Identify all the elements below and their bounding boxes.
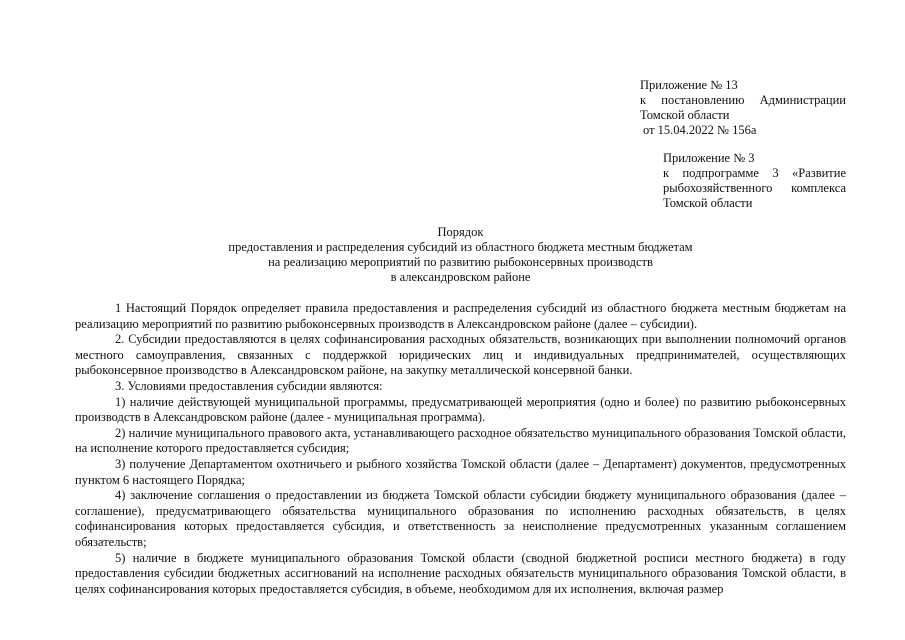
paragraph: 2) наличие муниципального правового акта, устанавливающего расходное обязательство муниципального образования Томской области, на исполнение которого предоставляется субсидия; — [75, 425, 846, 456]
paragraph: 5) наличие в бюджете муниципального образования Томской области (сводной бюджетной росписи местного бюджета) в году предоставления субсидии бюджетных ассигнований на исполнение расходных обязательств муниципального образования Томской области, в целях софинансирования которых предоставляется субсидия, в объеме, необходимом для их исполнения, включая размер — [75, 550, 846, 596]
title-line: Порядок — [437, 225, 484, 239]
title-line: на реализацию мероприятий по развитию рыбоконсервных производств — [268, 255, 653, 269]
appendix-line: к постановлению Администрации — [640, 93, 846, 107]
appendix-line: к подпрограмме 3 «Развитие — [663, 166, 846, 180]
paragraph: 4) заключение соглашения о предоставлении из бюджета Томской области субсидии бюджету муниципального образования (далее – соглашение), предусматривающего обязательства муниципального образования по исполнению расходных обязательств, в целях софинансирования которых предоставляется субсидия, и ответственность за неисполнение предусмотренных указанным соглашением обязательств; — [75, 488, 846, 549]
document-body — [75, 301, 846, 597]
paragraph: 2. Субсидии предоставляются в целях софинансирования расходных обязательств, возникающих при выполнении полномочий органов местного самоуправления, связанных с поддержкой юридических лиц и индивидуальных предпринимателей, осуществляющих рыбоконсервное производство в Александровском районе, на закупку металлической консервной банки. — [75, 332, 846, 378]
paragraph: 3. Условиями предоставления субсидии являются: — [115, 378, 383, 393]
title-line: в александровском районе — [390, 270, 531, 284]
appendix-line: Томской области — [640, 108, 730, 122]
paragraph: 1 Настоящий Порядок определяет правила предоставления и распределения субсидий из областного бюджета местным бюджетам на реализацию мероприятий по развитию рыбоконсервных производств в Александровском районе (далее – субсидии). — [75, 301, 846, 331]
appendix-line: от 15.04.2022 № 156а — [643, 123, 757, 137]
appendix-line: Приложение № 3 — [663, 151, 755, 165]
appendix-line: Приложение № 13 — [640, 78, 738, 92]
appendix-line: рыбохозяйственного комплекса — [663, 181, 846, 195]
document-title — [75, 225, 846, 285]
appendix-line: Томской области — [663, 196, 753, 210]
paragraph: 1) наличие действующей муниципальной программы, предусматривающей мероприятия (одно и более) по развитию рыбоконсервных производств в Александровском районе (далее - муниципальная программа). — [75, 394, 846, 425]
appendix-3-header — [663, 151, 846, 211]
paragraph: 3) получение Департаментом охотничьего и рыбного хозяйства Томской области (далее – Департамент) документов, предусмотренных пунктом 6 настоящего Порядка; — [75, 456, 846, 487]
title-line: предоставления и распределения субсидий из областного бюджета местным бюджетам — [228, 240, 693, 254]
appendix-13-header — [640, 78, 846, 138]
